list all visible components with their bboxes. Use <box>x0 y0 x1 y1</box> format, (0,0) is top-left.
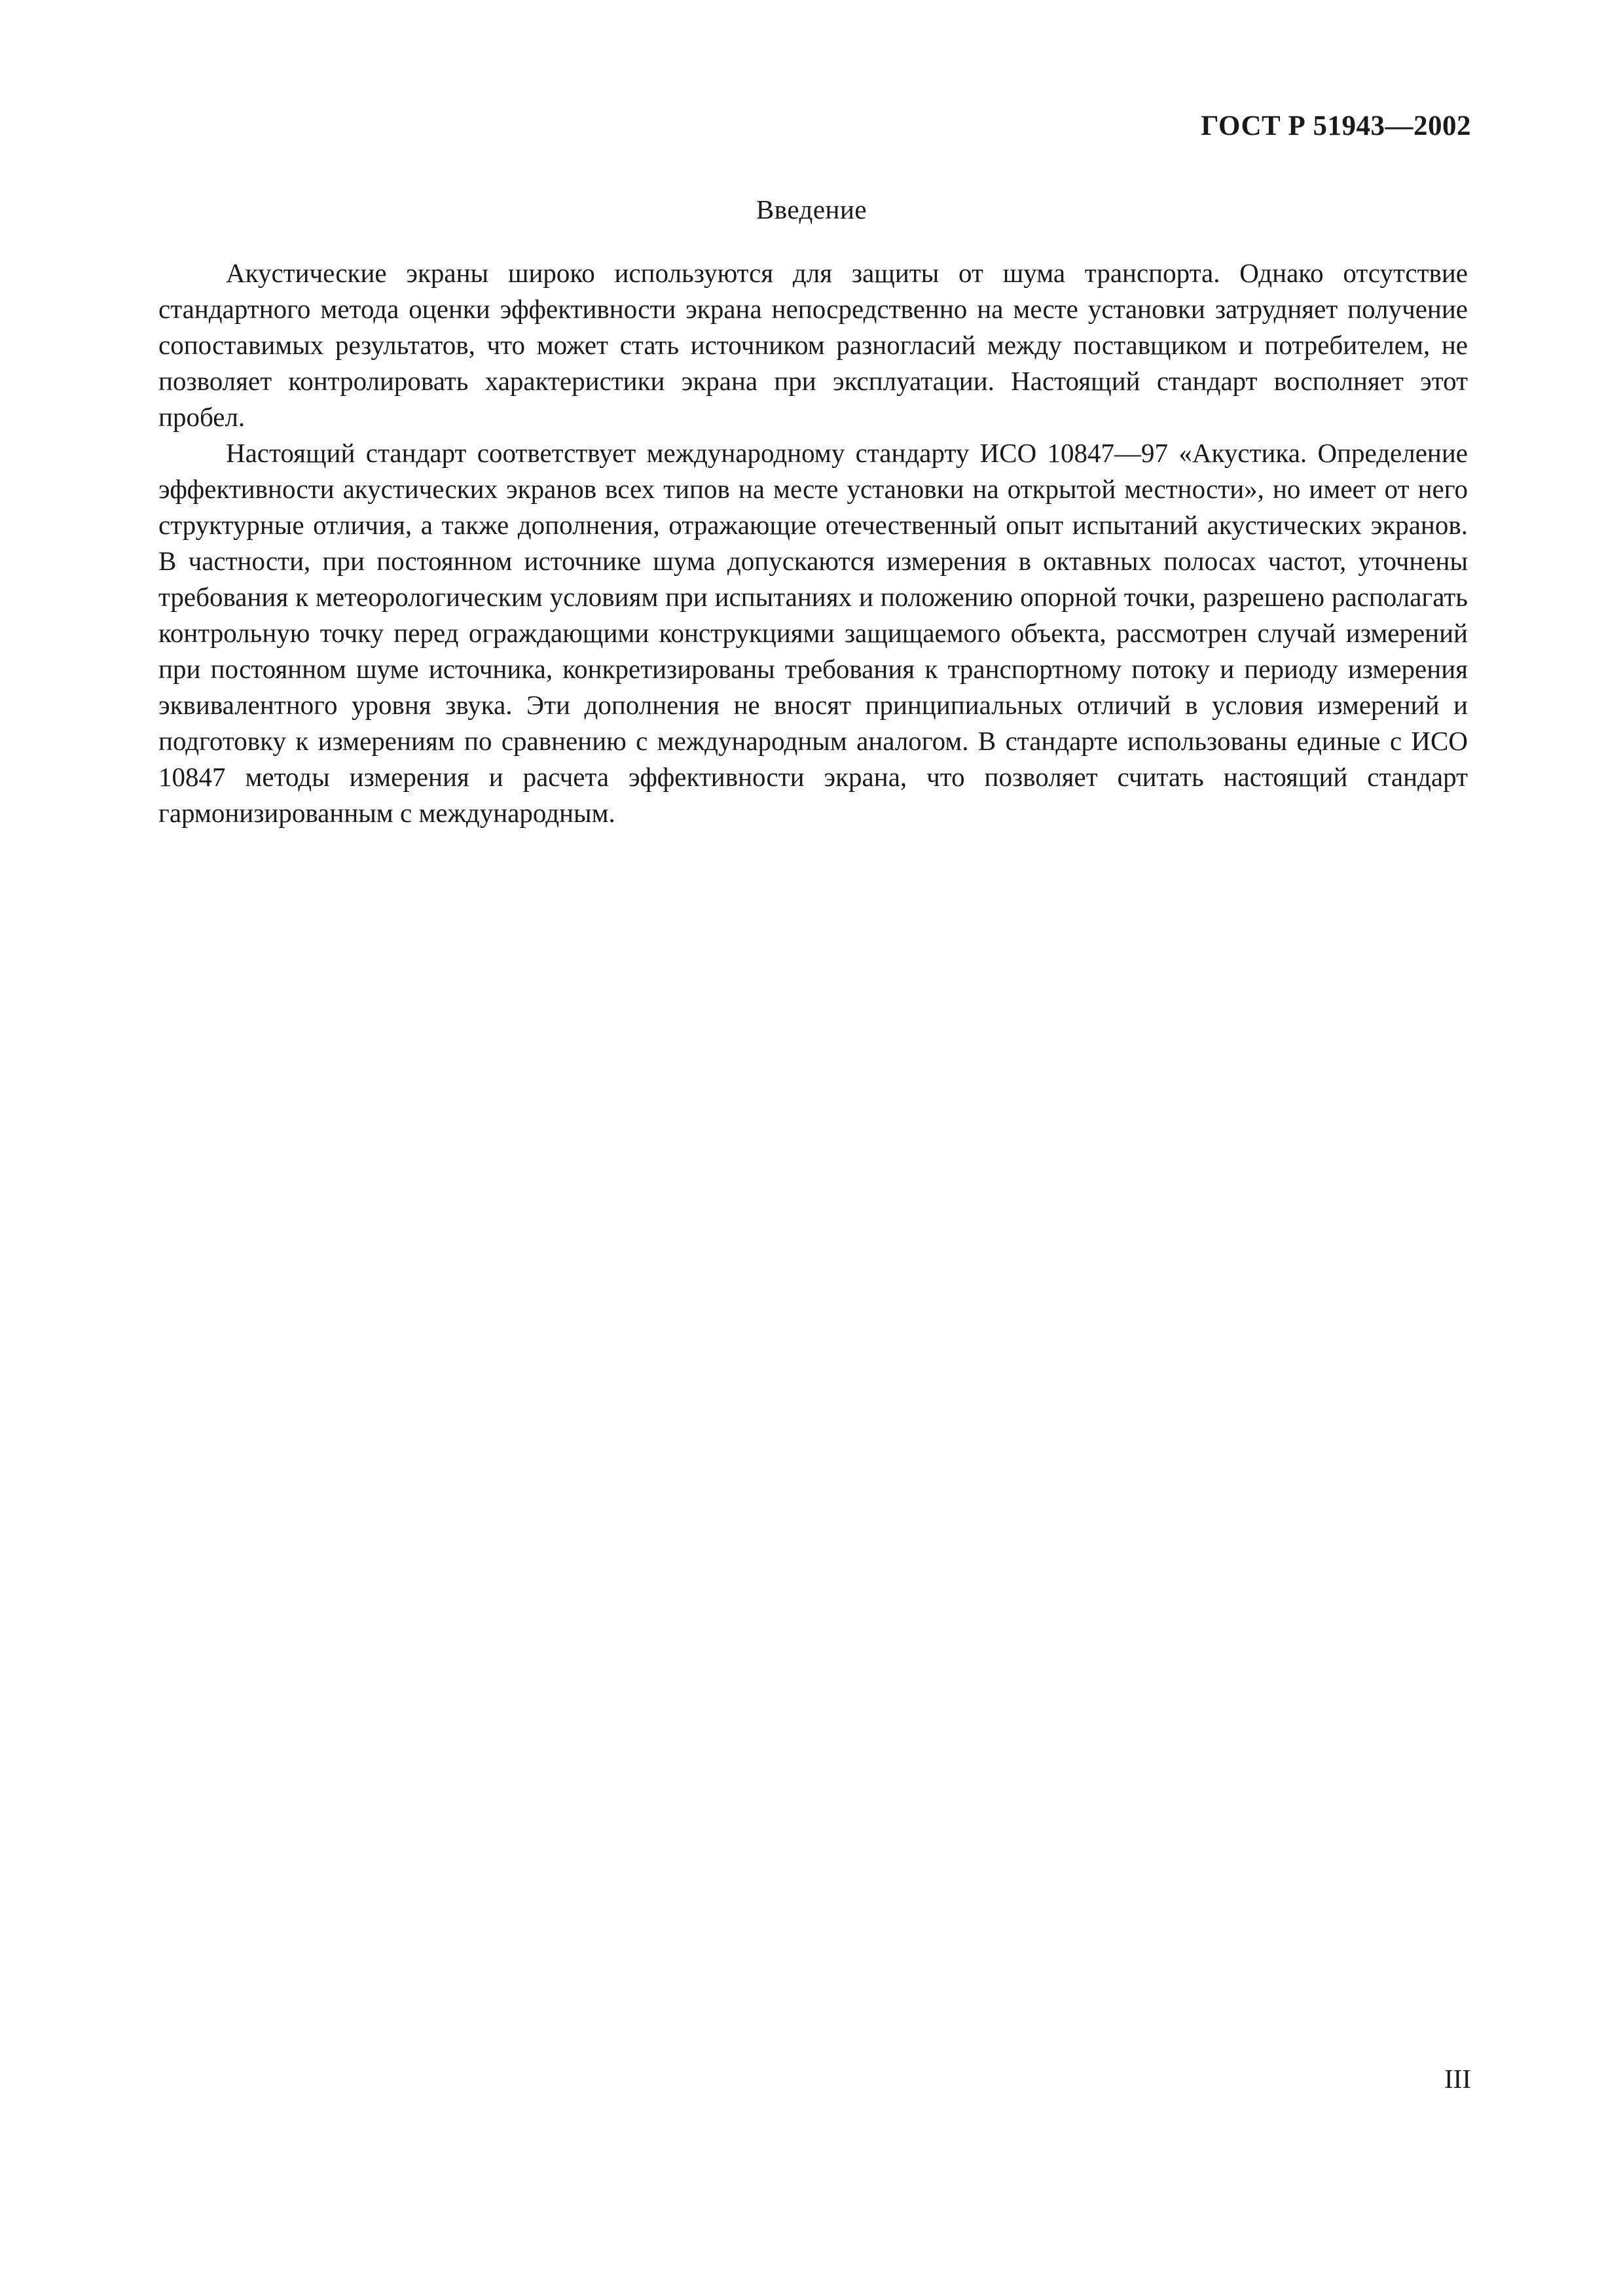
section-title: Введение <box>756 194 867 224</box>
paragraph-1: Акустические экраны широко используются для защиты от шума транспорта. Однако отсутствие стандартного метода оценки эффективности экрана непосредственно на месте установки затрудняет получение сопоставимых результатов, что может стать источником разногласий между поставщиком и потребителем, не позволяет контролировать характеристики экрана при эксплуатации. Настоящий стандарт восполняет этот пробел. <box>158 258 1468 432</box>
body-text <box>158 255 1468 831</box>
page-number: III <box>1444 2064 1471 2094</box>
paragraph-2: Настоящий стандарт соответствует международному стандарту ИСО 10847—97 «Акустика. Определение эффективности акустических экранов всех типов на месте установки на открытой местности», но имеет от него структурные отличия, а также дополнения, отражающие отечественный опыт испытаний акустических экранов. В частности, при постоянном источнике шума допускаются измерения в октавных полосах частот, уточнены требования к метеорологическим условиям при испытаниях и положению опорной точки, разрешено располагать контрольную точку перед ограждающими конструкциями защищаемого объекта, рассмотрен случай измерений при постоянном шуме источника, конкретизированы требования к транспортному потоку и периоду измерения эквивалентного уровня звука. Эти дополнения не вносят принципиальных отличий в условия измерений и подготовку к измерениям по сравнению с международным аналогом. В стандарте использованы единые с ИСО 10847 методы измерения и расчета эффективности экрана, что позволяет считать настоящий стандарт гармонизированным с международным. <box>158 438 1468 828</box>
document-code-header: ГОСТ Р 51943—2002 <box>1201 111 1471 141</box>
